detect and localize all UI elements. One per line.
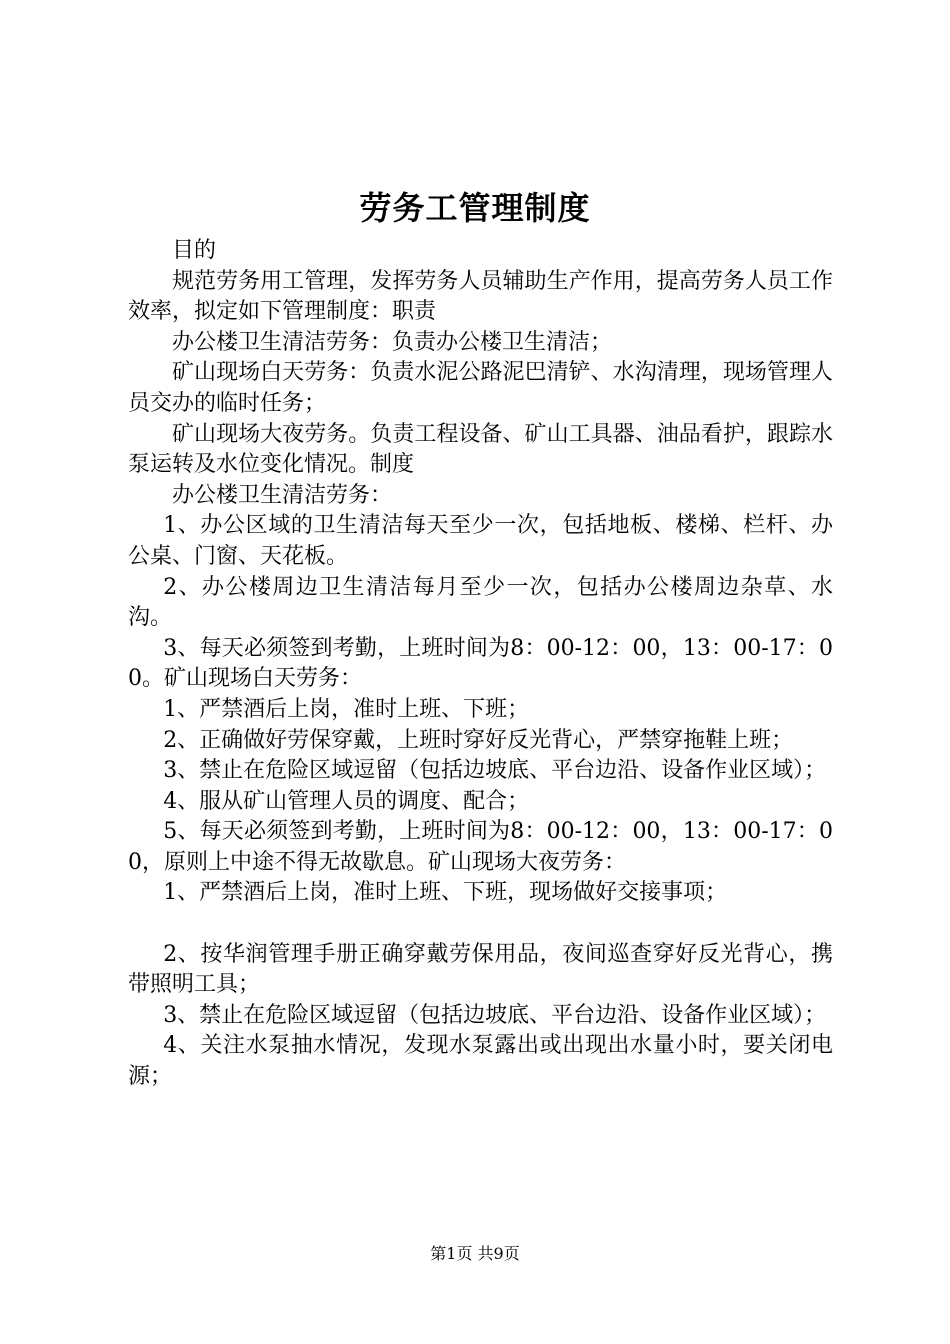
list-item: 2、正确做好劳保穿戴，上班时穿好反光背心，严禁穿拖鞋上班；	[163, 727, 794, 753]
blank-line	[128, 909, 833, 940]
paragraph-office-cleaning-duty: 办公楼卫生清洁劳务：负责办公楼卫生清洁；	[172, 329, 613, 355]
paragraph-office-cleaning-heading: 办公楼卫生清洁劳务：	[172, 482, 393, 508]
list-item: 3、每天必须签到考勤，上班时间为8：00-12：00，13：00-17：00。矿山现场白天劳务：	[128, 635, 833, 692]
list-item: 3、禁止在危险区域逗留（包括边坡底、平台边沿、设备作业区域）；	[163, 1002, 827, 1028]
document-title: 劳务工管理制度	[359, 189, 591, 227]
list-item: 5、每天必须签到考勤，上班时间为8：00-12：00，13：00-17：00，原则上中途不得无故歇息。矿山现场大夜劳务：	[128, 819, 833, 875]
list-item: 4、关注水泵抽水情况，发现水泵露出或出现出水量小时，要关闭电源；	[128, 1033, 833, 1090]
paragraph-purpose: 规范劳务用工管理，发挥劳务人员辅助生产作用，提高劳务人员工作效率，拟定如下管理制度：职责	[128, 268, 833, 325]
page-number-footer: 第1页 共9页	[430, 1244, 520, 1263]
list-item: 1、办公区域的卫生清洁每天至少一次，包括地板、楼梯、栏杆、办公桌、门窗、天花板。	[128, 513, 833, 569]
list-item: 2、办公楼周边卫生清洁每月至少一次，包括办公楼周边杂草、水沟。	[128, 574, 833, 631]
document-body	[128, 236, 833, 1093]
paragraph-purpose-heading: 目的	[172, 238, 217, 263]
list-item: 2、按华润管理手册正确穿戴劳保用品，夜间巡查穿好反光背心，携带照明工具；	[128, 941, 833, 998]
list-item: 1、严禁酒后上岗，准时上班、下班，现场做好交接事项；	[163, 880, 728, 906]
list-item: 3、禁止在危险区域逗留（包括边坡底、平台边沿、设备作业区域）；	[163, 758, 827, 784]
list-item: 4、服从矿山管理人员的调度、配合；	[163, 788, 530, 814]
paragraph-day-labor-duty: 矿山现场白天劳务：负责水泥公路泥巴清铲、水沟清理，现场管理人员交办的临时任务；	[128, 360, 833, 416]
list-item: 1、严禁酒后上岗，准时上班、下班；	[163, 696, 530, 722]
paragraph-night-labor-duty: 矿山现场大夜劳务。负责工程设备、矿山工具器、油品看护，跟踪水泵运转及水位变化情况。制度	[128, 421, 833, 478]
